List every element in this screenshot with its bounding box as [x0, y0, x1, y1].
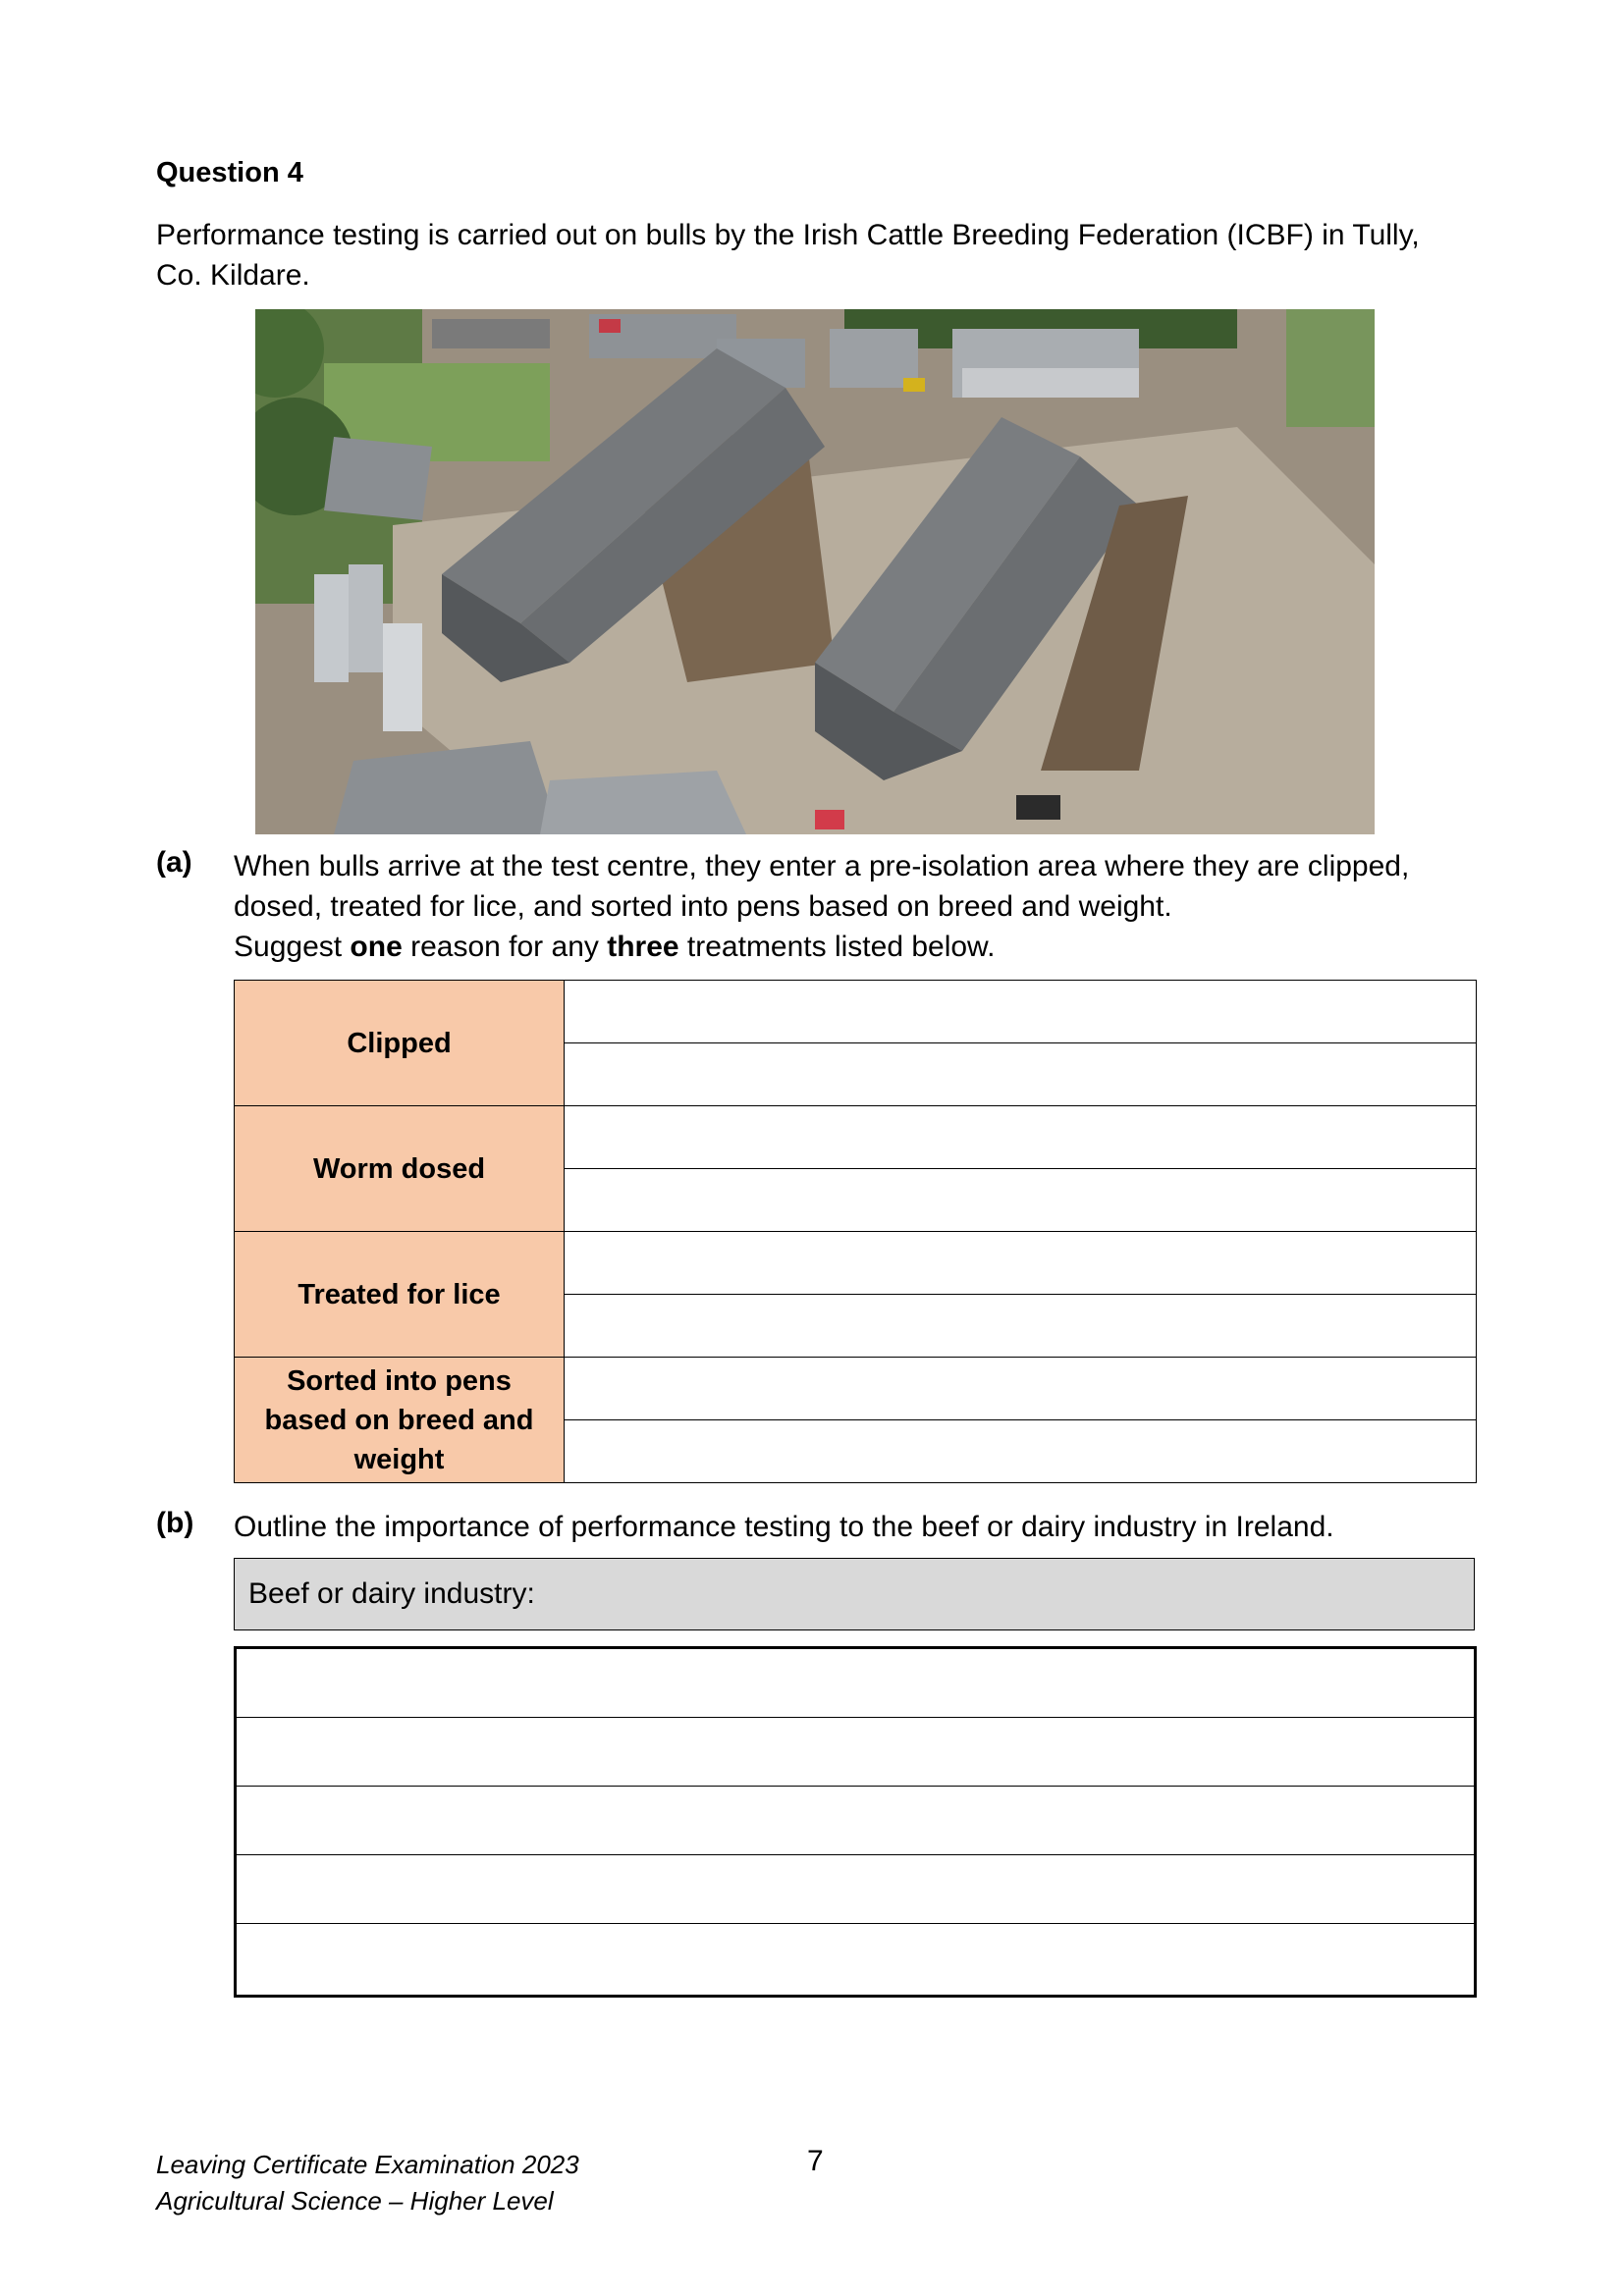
- aerial-farm-photo-drawing: [255, 309, 1375, 834]
- answer-line[interactable]: [237, 1649, 1474, 1718]
- answer-line[interactable]: [237, 1924, 1474, 1993]
- footer: [156, 2147, 579, 2219]
- answer-line[interactable]: [565, 981, 1477, 1043]
- part-a-text: [234, 846, 1500, 967]
- part-b-letter: (b): [156, 1507, 194, 1539]
- answer-line[interactable]: [565, 1295, 1477, 1358]
- part-a-bold-one: one: [350, 931, 403, 963]
- page-number: 7: [807, 2145, 824, 2177]
- part-a-line-3-post: treatments listed below.: [678, 931, 996, 963]
- footer-exam-line: Leaving Certificate Examination 2023: [156, 2150, 579, 2179]
- answer-line[interactable]: [237, 1855, 1474, 1924]
- answer-line[interactable]: [237, 1718, 1474, 1787]
- answer-line[interactable]: [237, 1787, 1474, 1855]
- intro-line-1: Performance testing is carried out on bulls by the Irish Cattle Breeding Federation (ICBF) in Tully,: [156, 219, 1420, 251]
- answer-line[interactable]: [565, 1358, 1477, 1420]
- table-row: [235, 1232, 1477, 1295]
- answer-line[interactable]: [565, 1232, 1477, 1295]
- part-a-line-2: dosed, treated for lice, and sorted into pens based on breed and weight.: [234, 890, 1172, 923]
- answer-box[interactable]: [234, 1646, 1477, 1998]
- answer-line[interactable]: [565, 1420, 1477, 1483]
- answer-line[interactable]: [565, 1043, 1477, 1106]
- treatment-label-worm-dosed: Worm dosed: [235, 1106, 565, 1232]
- question-title: Question 4: [156, 157, 303, 188]
- answer-line[interactable]: [565, 1106, 1477, 1169]
- answer-line[interactable]: [565, 1169, 1477, 1232]
- question-intro: [156, 215, 1472, 295]
- part-a-line-3: [234, 927, 1500, 967]
- industry-field[interactable]: Beef or dairy industry:: [234, 1558, 1475, 1630]
- treatment-label-sorted: Sorted into pens based on breed and weight: [235, 1358, 565, 1483]
- part-b-text: Outline the importance of performance testing to the beef or dairy industry in Ireland.: [234, 1511, 1334, 1543]
- aerial-farm-photo: [255, 309, 1375, 834]
- table-row: [235, 981, 1477, 1043]
- table-row: [235, 1358, 1477, 1420]
- treatment-label-lice: Treated for lice: [235, 1232, 565, 1358]
- part-a-line-1: When bulls arrive at the test centre, they enter a pre-isolation area where they are clipped,: [234, 850, 1410, 882]
- treatment-label-clipped: Clipped: [235, 981, 565, 1106]
- part-a-letter: (a): [156, 846, 192, 879]
- part-a-line-3-pre: Suggest: [234, 931, 351, 963]
- treatment-table: [234, 980, 1477, 1483]
- footer-subject-line: Agricultural Science – Higher Level: [156, 2186, 554, 2216]
- part-a-bold-three: three: [607, 931, 679, 963]
- intro-line-2: Co. Kildare.: [156, 259, 310, 292]
- table-row: [235, 1106, 1477, 1169]
- part-a-line-3-mid: reason for any: [402, 931, 608, 963]
